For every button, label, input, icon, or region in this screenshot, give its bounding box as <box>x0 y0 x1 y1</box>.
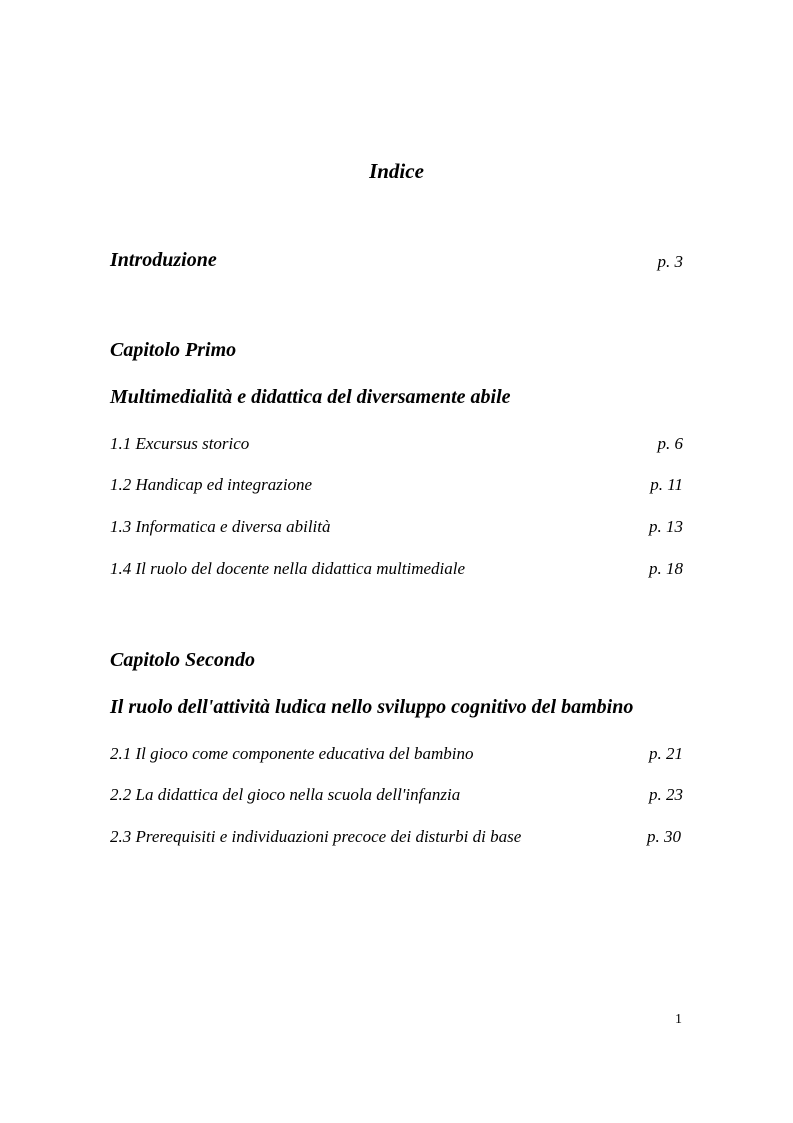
chapter1-label: Capitolo Primo <box>110 339 237 361</box>
toc-entry-1-1: 1.1 Excursus storico <box>110 434 250 453</box>
chapter2-label: Capitolo Secondo <box>110 649 256 671</box>
toc-page-2-3: p. 30 <box>647 827 681 846</box>
toc-entry-1-2: 1.2 Handicap ed integrazione <box>110 475 313 494</box>
intro-page: p. 3 <box>657 252 683 271</box>
toc-entry-2-2: 2.2 La didattica del gioco nella scuola dell'infanzia <box>110 785 461 804</box>
page-number: 1 <box>675 1012 682 1027</box>
toc-entry-2-3: 2.3 Prerequisiti e individuazioni precoce dei disturbi di base <box>110 827 522 846</box>
toc-page-2-2: p. 23 <box>649 785 683 804</box>
toc-entry-2-1: 2.1 Il gioco come componente educativa del bambino <box>110 744 474 763</box>
toc-page-1-1: p. 6 <box>657 434 683 453</box>
chapter1-title: Multimedialità e didattica del diversamente abile <box>110 386 511 408</box>
intro-label: Introduzione <box>110 249 217 271</box>
chapter2-title: Il ruolo dell'attività ludica nello sviluppo cognitivo del bambino <box>110 696 634 718</box>
toc-entry-1-3: 1.3 Informatica e diversa abilità <box>110 517 331 536</box>
toc-page-1-2: p. 11 <box>650 475 683 494</box>
toc-page-2-1: p. 21 <box>649 744 683 763</box>
page-title: Indice <box>369 159 424 183</box>
toc-page-1-4: p. 18 <box>649 559 683 578</box>
toc-page-1-3: p. 13 <box>649 517 683 536</box>
toc-entry-1-4: 1.4 Il ruolo del docente nella didattica multimediale <box>110 559 466 578</box>
